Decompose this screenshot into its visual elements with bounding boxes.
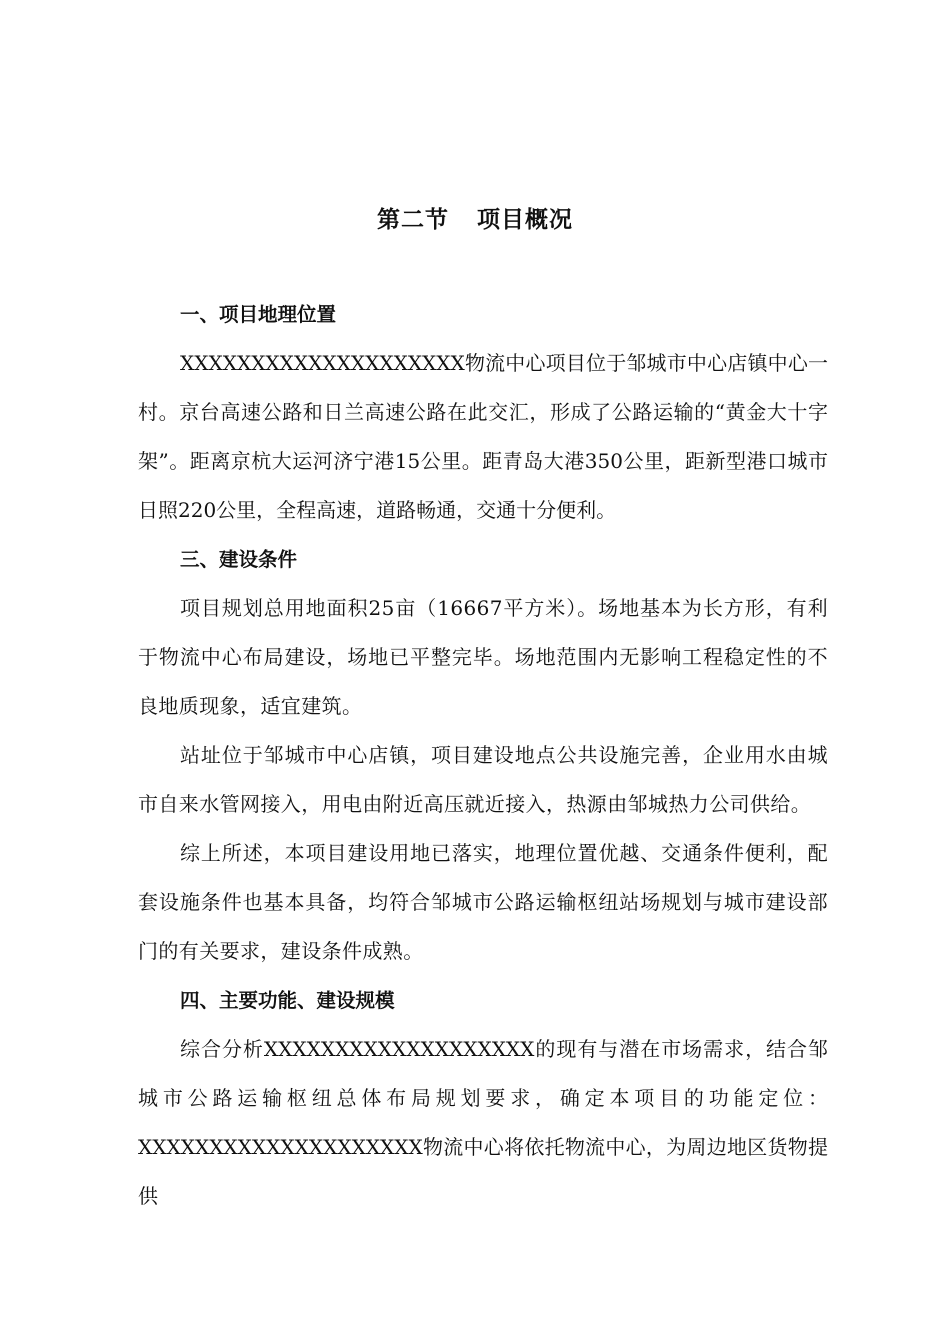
section-name: 项目概况 [477, 207, 573, 233]
paragraph-location: XXXXXXXXXXXXXXXXXXXX物流中心项目位于邹城市中心店镇中心一村。京台高速公路和日兰高速公路在此交汇，形成了公路运输的“黄金大十字架”。距离京杭大运河济宁港15公里。距青岛大港350公里，距新型港口城市日照220公里，全程高速，道路畅通，交通十分便利。 [138, 351, 828, 522]
heading-location: 一、项目地理位置 [180, 303, 337, 326]
paragraph-site-utilities: 站址位于邹城市中心店镇，项目建设地点公共设施完善，企业用水由城市自来水管网接入，用电由附近高压就近接入，热源由邹城热力公司供给。 [138, 743, 828, 816]
section-title [0, 202, 950, 238]
paragraph-site-area: 项目规划总用地面积25亩（16667平方米）。场地基本为长方形，有利于物流中心布局建设，场地已平整完毕。场地范围内无影响工程稳定性的不良地质现象，适宜建筑。 [138, 596, 828, 718]
heading-conditions: 三、建设条件 [180, 548, 298, 571]
section-number: 第二节 [377, 207, 449, 233]
document-body [138, 290, 828, 1221]
heading-functions: 四、主要功能、建设规模 [180, 989, 395, 1012]
paragraph-functions: 综合分析XXXXXXXXXXXXXXXXXXX的现有与潜在市场需求，结合邹城市公路运输枢纽总体布局规划要求，确定本项目的功能定位：XXXXXXXXXXXXXXXXXXXX物流中心将依托物流中心，为周边地区货物提供 [138, 1037, 828, 1208]
paragraph-summary: 综上所述，本项目建设用地已落实，地理位置优越、交通条件便利，配套设施条件也基本具备，均符合邹城市公路运输枢纽站场规划与城市建设部门的有关要求，建设条件成熟。 [138, 841, 828, 963]
